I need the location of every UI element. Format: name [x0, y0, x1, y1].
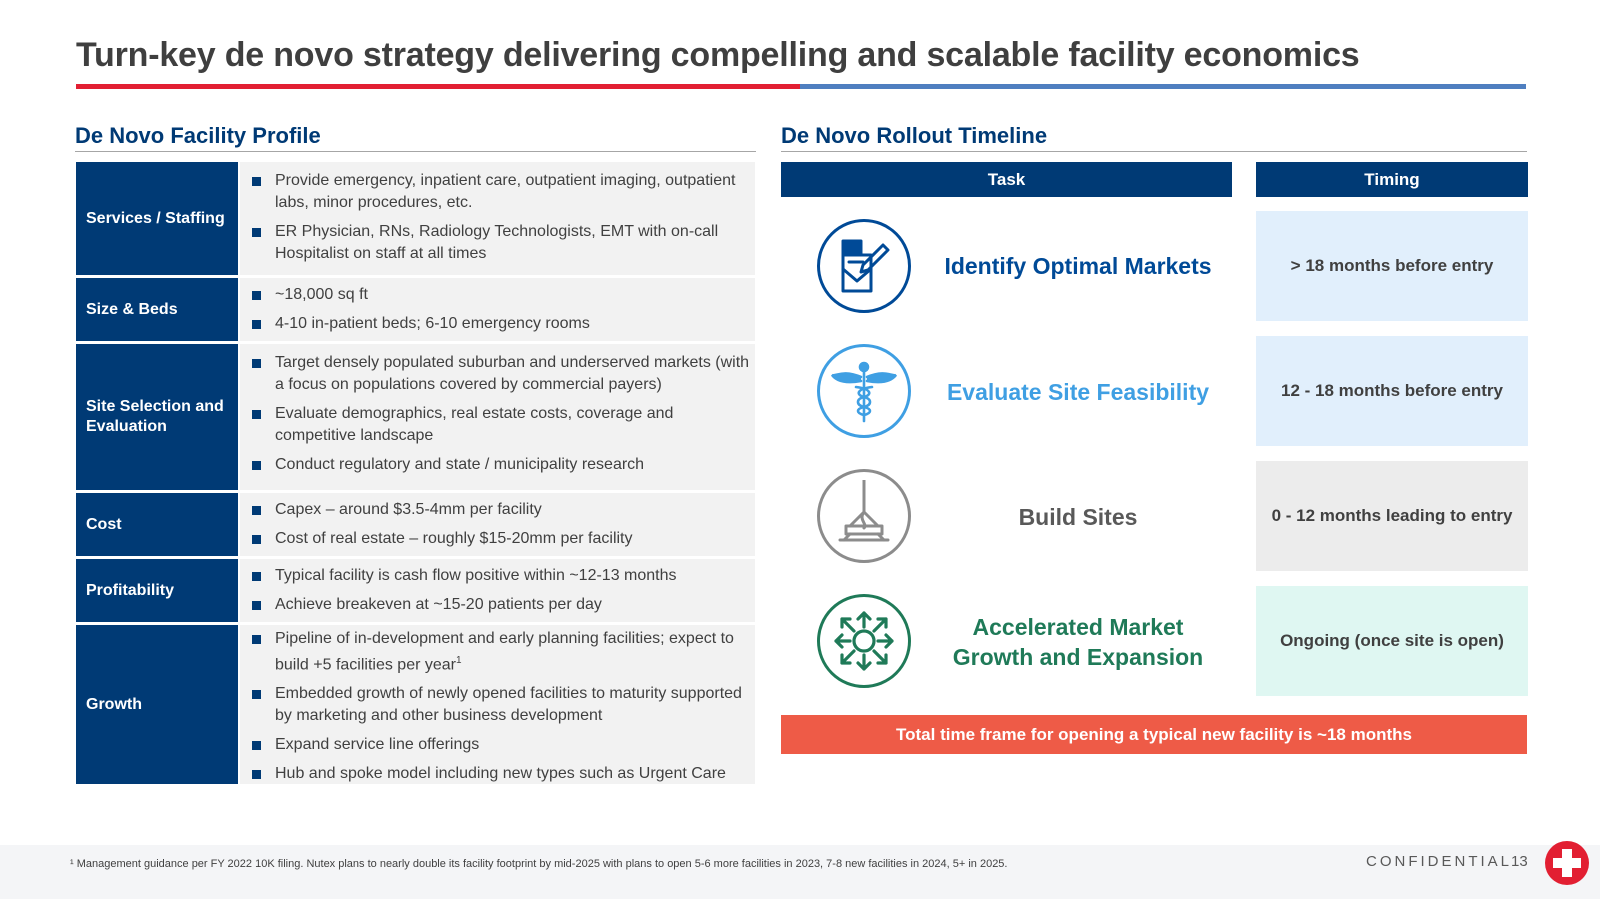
footnote: ¹ Management guidance per FY 2022 10K filing. Nutex plans to nearly double its facility footprint by mid-2025 with plans to open 5-6 more facilities in 2023, 7-8 new facilities in 2024, 5+ in 2025. [70, 858, 1008, 870]
square-bullet-icon [252, 741, 261, 750]
timing-cell: 0 - 12 months leading to entry [1256, 461, 1528, 571]
profile-heading: De Novo Facility Profile [75, 123, 321, 148]
document-pen-icon [817, 219, 911, 313]
profile-row-label: Size & Beds [76, 278, 238, 341]
square-bullet-icon [252, 770, 261, 779]
list-item: Achieve breakeven at ~15-20 patients per day [252, 594, 753, 616]
profile-heading-rule [75, 151, 756, 152]
profile-row-content [240, 493, 755, 556]
profile-row-growth [76, 625, 755, 784]
title-underline-red [76, 84, 800, 89]
timeline-heading-rule [781, 151, 1527, 152]
timing-column-header: Timing [1256, 162, 1528, 197]
profile-row-profitability [76, 559, 755, 625]
title-underline-blue [800, 84, 1526, 89]
confidential-label: CONFIDENTIAL [1366, 853, 1513, 870]
timing-cell: > 18 months before entry [1256, 211, 1528, 321]
list-item: Provide emergency, inpatient care, outpatient imaging, outpatient labs, minor procedures, etc. [252, 170, 753, 214]
square-bullet-icon [252, 506, 261, 515]
profile-row-site-selection [76, 344, 755, 493]
timing-cell: Ongoing (once site is open) [1256, 586, 1528, 696]
profile-row-label: Site Selection and Evaluation [76, 344, 238, 490]
footer-band [0, 845, 1600, 899]
square-bullet-icon [252, 291, 261, 300]
profile-row-content [240, 278, 755, 341]
page-title: Turn-key de novo strategy delivering compelling and scalable facility economics [76, 36, 1360, 74]
task-column-header: Task [781, 162, 1232, 197]
square-bullet-icon [252, 228, 261, 237]
task-label: Build Sites [1018, 504, 1138, 530]
list-item: Cost of real estate – roughly $15-20mm per facility [252, 528, 753, 550]
square-bullet-icon [252, 572, 261, 581]
task-label: Evaluate Site Feasibility [946, 379, 1210, 405]
square-bullet-icon [252, 690, 261, 699]
timing-cell: 12 - 18 months before entry [1256, 336, 1528, 446]
list-item: Evaluate demographics, real estate costs, coverage and competitive landscape [252, 403, 753, 447]
page-number: 13 [1511, 853, 1528, 870]
profile-row-services [76, 162, 755, 278]
list-item: Embedded growth of newly opened facilities to maturity supported by marketing and other business development [252, 683, 753, 727]
profile-row-content [240, 344, 755, 490]
task-label: Accelerated Market Growth and Expansion [952, 614, 1204, 670]
list-item: Typical facility is cash flow positive within ~12-13 months [252, 565, 753, 587]
list-item: ER Physician, RNs, Radiology Technologists, EMT with on-call Hospitalist on staff at all times [252, 221, 753, 265]
crane-hook-icon [817, 469, 911, 563]
total-timeframe-banner: Total time frame for opening a typical new facility is ~18 months [781, 715, 1527, 754]
profile-row-content [240, 625, 755, 784]
footnote-marker: 1 [455, 655, 462, 666]
list-item: 4-10 in-patient beds; 6-10 emergency rooms [252, 313, 753, 335]
square-bullet-icon [252, 177, 261, 186]
list-item: Target densely populated suburban and underserved markets (with a focus on populations covered by commercial payers) [252, 352, 753, 396]
square-bullet-icon [252, 320, 261, 329]
square-bullet-icon [252, 359, 261, 368]
profile-table [76, 162, 755, 784]
square-bullet-icon [252, 601, 261, 610]
list-item: Conduct regulatory and state / municipality research [252, 454, 753, 476]
square-bullet-icon [252, 461, 261, 470]
company-logo-icon [1545, 841, 1589, 885]
profile-row-content [240, 162, 755, 275]
square-bullet-icon [252, 635, 261, 644]
square-bullet-icon [252, 410, 261, 419]
profile-row-content [240, 559, 755, 622]
expansion-arrows-icon [817, 594, 911, 688]
profile-row-label: Cost [76, 493, 238, 556]
profile-row-size [76, 278, 755, 344]
list-item: Hub and spoke model including new types such as Urgent Care [252, 763, 753, 785]
list-item: Pipeline of in-development and early planning facilities; expect to build +5 facilities per year$^1$ [252, 628, 753, 676]
caduceus-icon [817, 344, 911, 438]
profile-row-label: Growth [76, 625, 238, 784]
timeline-heading: De Novo Rollout Timeline [781, 123, 1048, 148]
square-bullet-icon [252, 535, 261, 544]
list-item: Expand service line offerings [252, 734, 753, 756]
task-label: Identify Optimal Markets [944, 253, 1212, 279]
profile-row-cost [76, 493, 755, 559]
list-item: ~18,000 sq ft [252, 284, 753, 306]
profile-row-label: Profitability [76, 559, 238, 622]
profile-row-label: Services / Staffing [76, 162, 238, 275]
list-item: Capex – around $3.5-4mm per facility [252, 499, 753, 521]
